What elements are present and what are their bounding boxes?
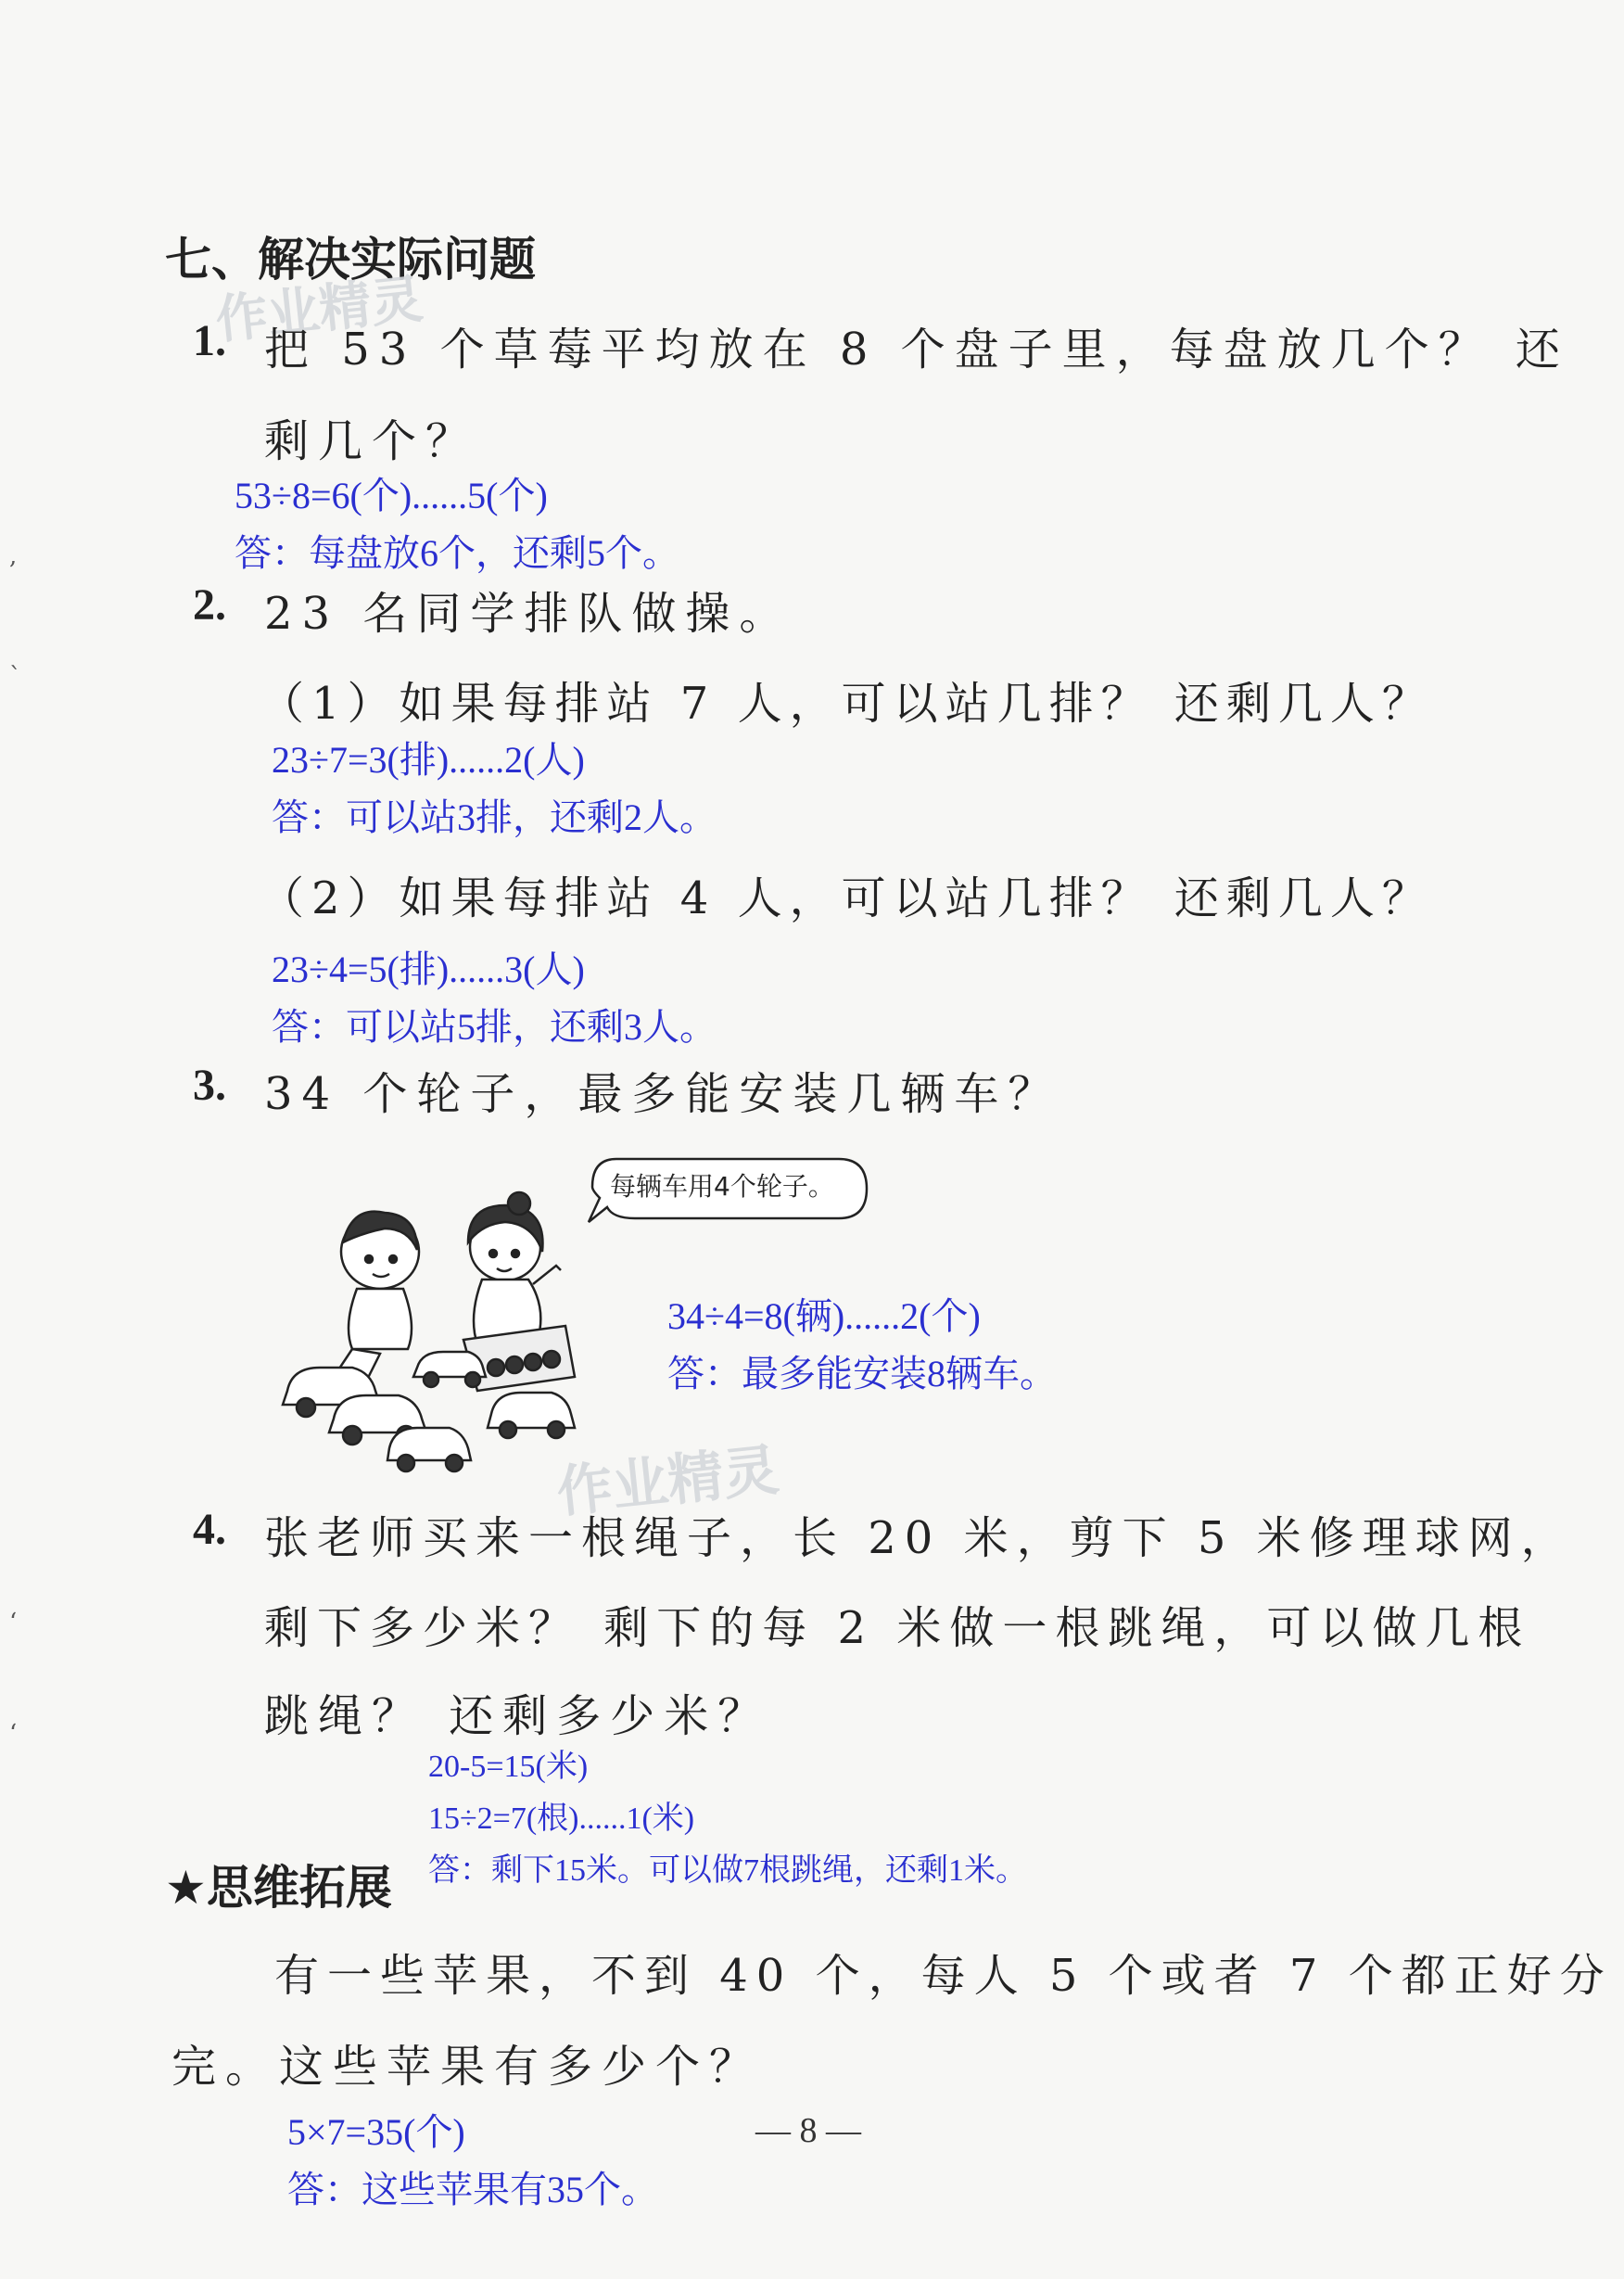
problem-2-sub-1-calc: 23÷7=3(排)......2(人) <box>272 739 585 781</box>
extension-title: ★思维拓展 <box>165 1861 392 1915</box>
problem-2-text: 23 名同学排队做操。 <box>264 588 793 640</box>
page-number: — 8 — <box>755 2111 861 2150</box>
problem-1-answer: 答：每盘放6个，还剩5个。 <box>235 532 679 574</box>
extension-calc: 5×7=35(个) <box>287 2111 465 2153</box>
problem-2-sub-1: （1）如果每排站 7 人，可以站几排？ 还剩几人？ <box>260 678 1434 730</box>
problem-1-calc: 53÷8=6(个)......5(个) <box>235 475 548 516</box>
extension-text: 有一些苹果，不到 40 个，每人 5 个或者 7 个都正好分 <box>274 1950 1613 2002</box>
problem-1-text: 把 53 个草莓平均放在 8 个盘子里，每盘放几个？ 还 <box>264 324 1569 376</box>
problem-3-number: 3. <box>193 1061 226 1110</box>
problem-3-text: 34 个轮子，最多能安装几辆车？ <box>264 1068 1062 1120</box>
problem-2-sub-2: （2）如果每排站 4 人，可以站几排？ 还剩几人？ <box>260 872 1434 924</box>
problem-4-number: 4. <box>193 1505 226 1554</box>
children-toy-cars-illustration <box>278 1178 612 1474</box>
margin-mark: , <box>9 542 18 570</box>
watermark: 作业精灵 <box>212 269 426 351</box>
problem-2-sub-2-calc: 23÷4=5(排)......3(人) <box>272 949 585 990</box>
margin-mark: ` <box>9 663 21 691</box>
problem-2-sub-1-answer: 答：可以站3排，还剩2人。 <box>272 796 717 838</box>
problem-3-answer: 答：最多能安装8辆车。 <box>667 1353 1057 1394</box>
problem-4-text-cont: 剩下多少米？ 剩下的每 2 米做一根跳绳，可以做几根 <box>264 1602 1531 1654</box>
margin-mark: ‘ <box>9 1609 18 1636</box>
problem-2-sub-2-answer: 答：可以站5排，还剩3人。 <box>272 1006 717 1048</box>
margin-mark: ‘ <box>9 1720 18 1748</box>
problem-4-text: 张老师买来一根绳子，长 20 米，剪下 5 米修理球网， <box>264 1512 1574 1564</box>
problem-4-text-cont-2: 跳绳？ 还剩多少米？ <box>264 1690 772 1742</box>
extension-answer: 答：这些苹果有35个。 <box>287 2169 658 2210</box>
problem-3-calc: 34÷4=8(辆)......2(个) <box>667 1295 981 1337</box>
problem-1-text-cont: 剩几个？ <box>264 415 480 467</box>
extension-text-cont: 完。这些苹果有多少个？ <box>171 2041 764 2093</box>
problem-4-answer: 答：剩下15米。可以做7根跳绳，还剩1米。 <box>428 1853 1027 1888</box>
problem-4-calc-2: 15÷2=7(根)......1(米) <box>428 1802 695 1836</box>
problem-2-number: 2. <box>193 580 226 630</box>
problem-1-number: 1. <box>193 316 226 365</box>
section-title: 七、解决实际问题 <box>165 233 536 286</box>
watermark: 作业精灵 <box>553 1437 782 1526</box>
speech-bubble-text: 每辆车用4个轮子。 <box>610 1171 834 1202</box>
problem-4-calc-1: 20-5=15(米) <box>428 1750 589 1784</box>
